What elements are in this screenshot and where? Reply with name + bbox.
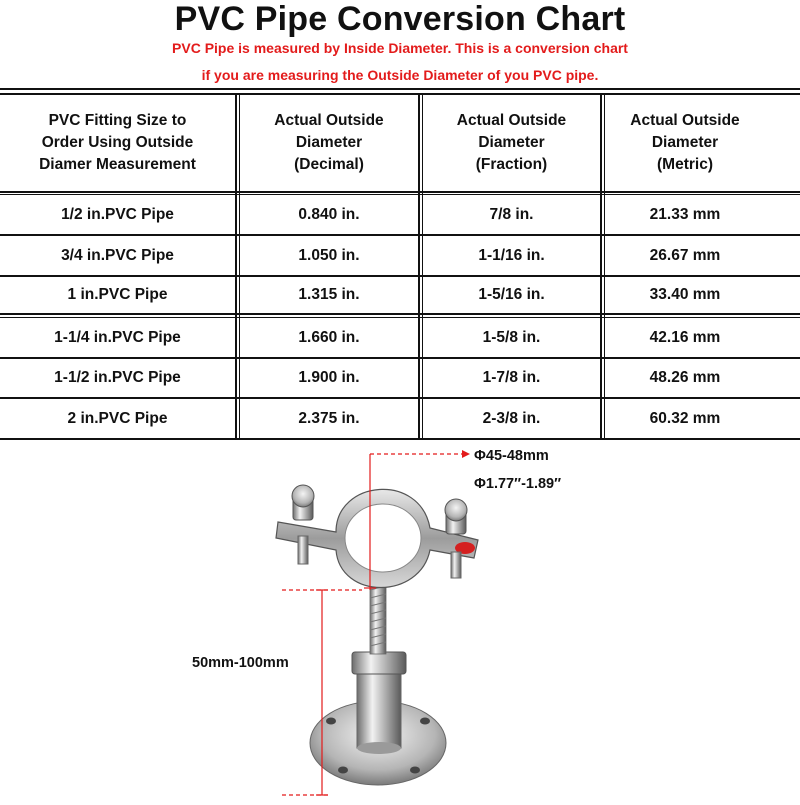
diameter-mm-label: Φ45-48mm — [474, 448, 549, 464]
mount-hole — [326, 718, 336, 725]
post-tube — [357, 668, 401, 748]
header-rule — [0, 191, 800, 193]
header-line: Diameter — [295, 134, 363, 151]
row-rule — [0, 313, 800, 315]
header-line: Order Using Outside — [41, 134, 194, 151]
header-line: Actual Outside — [630, 112, 740, 129]
table-cell-decimal: 1.315 in. — [298, 286, 360, 303]
table-cell-metric: 26.67 mm — [649, 246, 721, 264]
arrow-head — [462, 450, 470, 458]
subtitle-line-2: if you are measuring the Outside Diameter of you PVC pipe. — [201, 67, 599, 83]
table-cell-size: 1 in.PVC Pipe — [67, 286, 168, 303]
bolt-shank — [451, 552, 461, 578]
table-cell-size: 3/4 in.PVC Pipe — [61, 246, 174, 264]
table-cell-decimal: 2.375 in. — [298, 409, 360, 427]
table-top-rule — [0, 88, 800, 90]
header-line: Diameter — [478, 134, 545, 151]
diameter-in-label: Φ1.77″-1.89″ — [474, 476, 562, 492]
pipe-clamp-bracket-icon — [0, 440, 800, 800]
header-line: Diameter — [651, 134, 719, 151]
header-cell-decimal — [240, 95, 418, 191]
table-cell-fraction: 1-1/16 in. — [478, 246, 545, 264]
table-cell-fraction: 7/8 in. — [489, 205, 534, 223]
clamp-inner — [353, 511, 413, 565]
header-line: Diamer Measurement — [39, 156, 196, 173]
table-cell-decimal: 1.050 in. — [298, 246, 360, 264]
table-cell-size: 1/2 in.PVC Pipe — [61, 205, 174, 223]
header-line: (Fraction) — [475, 156, 548, 173]
subtitle-line-1: PVC Pipe is measured by Inside Diameter. This is a conversion chart — [172, 40, 628, 56]
product-illustration — [0, 440, 800, 800]
column-divider — [600, 93, 602, 440]
hex-nut — [352, 652, 406, 674]
table-cell-size: 2 in.PVC Pipe — [67, 409, 168, 427]
header-line: Actual Outside — [456, 112, 567, 129]
table-cell-decimal: 0.840 in. — [298, 205, 360, 223]
table-cell-size: 1-1/2 in.PVC Pipe — [54, 369, 181, 386]
table-cell-metric: 48.26 mm — [649, 369, 721, 386]
column-divider — [418, 93, 420, 440]
table-cell-decimal: 1.900 in. — [298, 369, 360, 386]
table-cell-fraction: 1-5/16 in. — [478, 286, 545, 303]
table-cell-decimal: 1.660 in. — [298, 328, 360, 346]
table-cell-metric: 60.32 mm — [649, 409, 721, 427]
bolt-head-top — [292, 485, 314, 507]
page-title: PVC Pipe Conversion Chart — [174, 0, 626, 38]
table-cell-fraction: 2-3/8 in. — [482, 409, 541, 427]
header-cell-metric — [605, 95, 765, 191]
mount-hole — [338, 767, 348, 774]
table-cell-fraction: 1-5/8 in. — [482, 328, 541, 346]
table-cell-size: 1-1/4 in.PVC Pipe — [54, 328, 181, 346]
table-cell-metric: 33.40 mm — [649, 286, 721, 303]
header-line: Actual Outside — [274, 112, 384, 129]
bolt-head-top — [445, 499, 467, 521]
bolt-shank — [298, 536, 308, 564]
table-cell-metric: 42.16 mm — [649, 328, 721, 346]
header-cell-fitting-size — [0, 95, 235, 191]
header-line: PVC Fitting Size to — [48, 112, 187, 129]
header-line: (Metric) — [657, 156, 713, 173]
post-base — [357, 742, 401, 754]
table-cell-metric: 21.33 mm — [649, 205, 721, 223]
height-range-label: 50mm-100mm — [192, 655, 289, 671]
header-line: (Decimal) — [294, 156, 364, 173]
mount-hole — [410, 767, 420, 774]
mount-hole — [420, 718, 430, 725]
column-divider — [235, 93, 237, 440]
header-cell-fraction — [423, 95, 600, 191]
table-cell-fraction: 1-7/8 in. — [482, 369, 541, 386]
